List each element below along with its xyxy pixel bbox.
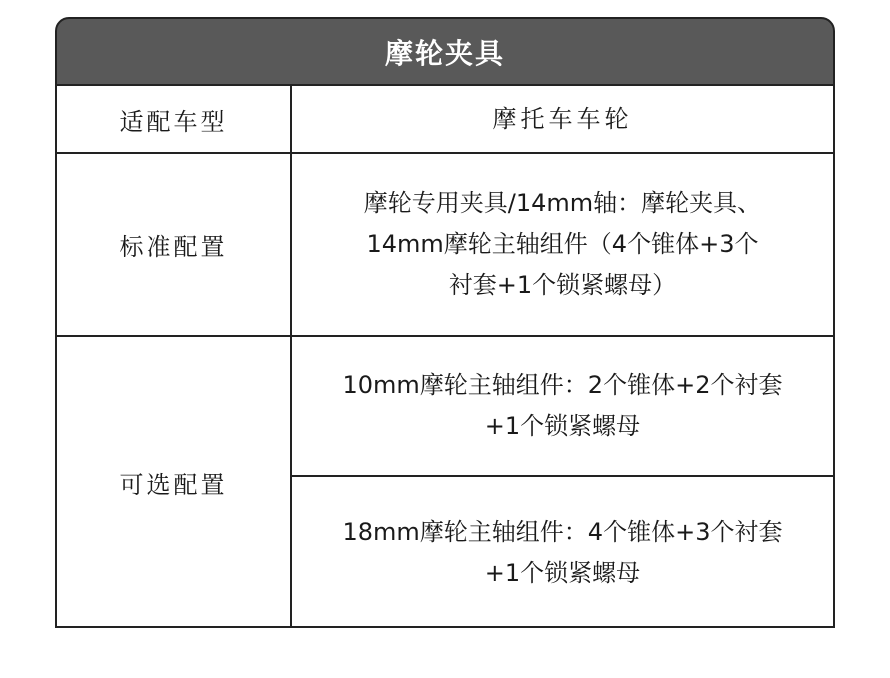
row-value [292,86,833,152]
value-line: 衬套+1个锁紧螺母） [448,271,677,299]
value-line: +1个锁紧螺母 [484,412,641,440]
table-row-compatible-model [57,86,833,154]
table-row-standard-config [57,154,833,337]
value-line: 10mm摩轮主轴组件：2个锥体+2个衬套 [342,371,783,399]
value-line: 摩托车车轮 [492,104,633,133]
value-line: +1个锁紧螺母 [484,558,641,587]
table-body [55,86,835,628]
option-10mm [292,337,833,477]
row-label: 适配车型 [57,86,292,152]
row-label: 可选配置 [57,337,292,628]
table-row-optional-config [57,337,833,628]
row-label: 标准配置 [57,154,292,335]
spec-table [55,17,835,628]
value-line: 摩轮专用夹具/14mm轴：摩轮夹具、 [363,189,762,217]
row-value [292,154,833,335]
value-line: 14mm摩轮主轴组件（4个锥体+3个 [366,230,759,258]
option-18mm [292,477,833,628]
table-title: 摩轮夹具 [55,17,835,86]
value-line: 18mm摩轮主轴组件：4个锥体+3个衬套 [342,517,783,546]
